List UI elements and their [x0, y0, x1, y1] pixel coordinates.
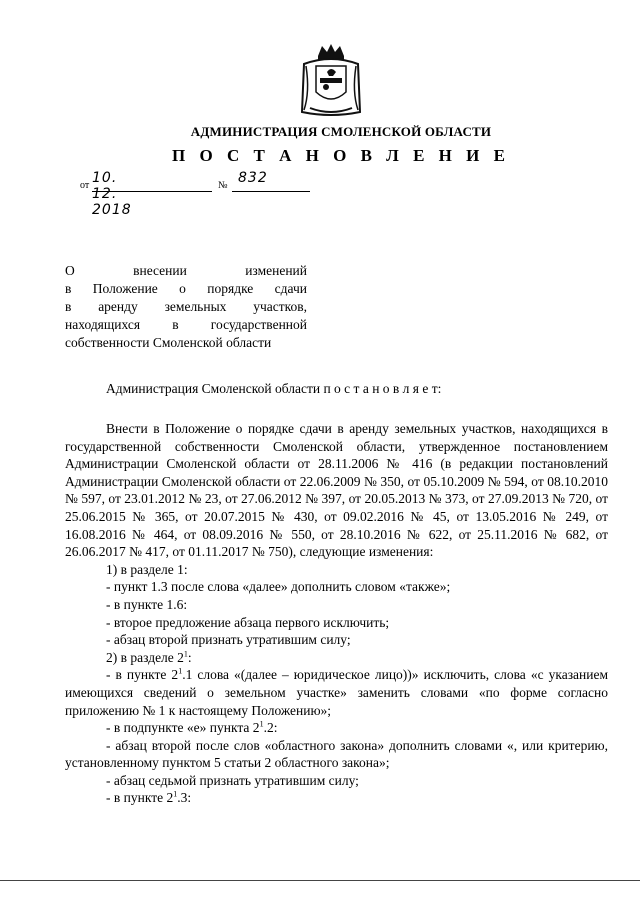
- handwritten-date: 10. 12. 2018: [92, 170, 132, 218]
- list-item: - абзац седьмой признать утратившим силу;: [106, 772, 359, 788]
- number-label: №: [218, 180, 228, 191]
- list-item: - пункт 1.3 после слова «далее» дополнить словом «также»;: [106, 579, 451, 595]
- subject-line: собственности Смоленской области: [65, 335, 272, 350]
- list-item: 2) в разделе $2^1$:: [106, 649, 192, 665]
- list-item: - в пункте $2^1.3$:: [106, 789, 192, 806]
- list-item: 1) в разделе 1:: [106, 561, 188, 577]
- subject-line: находящихся в государственной: [65, 317, 307, 332]
- subject-line: в Положение о порядке сдачи: [65, 281, 307, 296]
- organization-name: АДМИНИСТРАЦИЯ СМОЛЕНСКОЙ ОБЛАСТИ: [190, 124, 492, 139]
- list-item: - абзац второй после слов «областного закона» дополнить словами «, или критерию, установленному пунктом 5 статьи 2 областного закона»;: [65, 737, 608, 771]
- list-item: - в пункте 1.6:: [106, 596, 188, 612]
- subject-line: в аренду земельных участков,: [65, 299, 307, 314]
- list-item: - абзац второй признать утратившим силу;: [106, 632, 351, 648]
- page-bottom-rule: [0, 880, 640, 881]
- list-item: - второе предложение абзаца первого исключить;: [106, 614, 390, 630]
- number-underline: [232, 191, 310, 192]
- subject-line: О внесении изменений: [65, 263, 307, 278]
- date-underline: [92, 191, 212, 192]
- handwritten-number: 832: [238, 170, 268, 186]
- document-type-title: П О С Т А Н О В Л Е Н И Е: [172, 146, 510, 165]
- document-body: [65, 420, 608, 807]
- body-paragraph: Внести в Положение о порядке сдачи в аренду земельных участков, находящихся в государственной собственности Смоленской области, утвержденное постановлением Администрации Смоленской области от 28.11.2006 № 416 (в редакции постановлений Администрации Смоленской области от 22.06.2009 № 350, от 05.10.2009 № 594, от 08.10.2010 № 597, от 23.01.2012 № 23, от 27.06.2012 № 397, от 20.05.2013 № 373, от 27.09.2013 № 720, от 25.06.2015 № 365, от 20.07.2015 № 430, от 09.02.2016 № 45, от 13.05.2016 № 249, от 16.08.2016 № 464, от 08.09.2016 № 550, от 28.10.2016 № 622, от 25.11.2016 № 682, от 26.06.2017 № 417, от 01.11.2017 № 750), следующие изменения:: [65, 421, 608, 560]
- subject-block: [65, 262, 307, 352]
- coat-of-arms-emblem: [296, 42, 366, 118]
- list-item: - в пункте $2^1.1$ слова «(далее – юридическое лицо))» исключить, слова «с указанием имеющихся сведений о земельном участке» заменить словами «по форме согласно приложению № 1 к настоящему Положению»;: [65, 666, 608, 718]
- date-from-label: от: [80, 180, 90, 191]
- decree-intro: Администрация Смоленской области п о с т а н о в л я е т:: [106, 381, 442, 396]
- list-item: - в подпункте «е» пункта $2^1.2$:: [106, 719, 278, 736]
